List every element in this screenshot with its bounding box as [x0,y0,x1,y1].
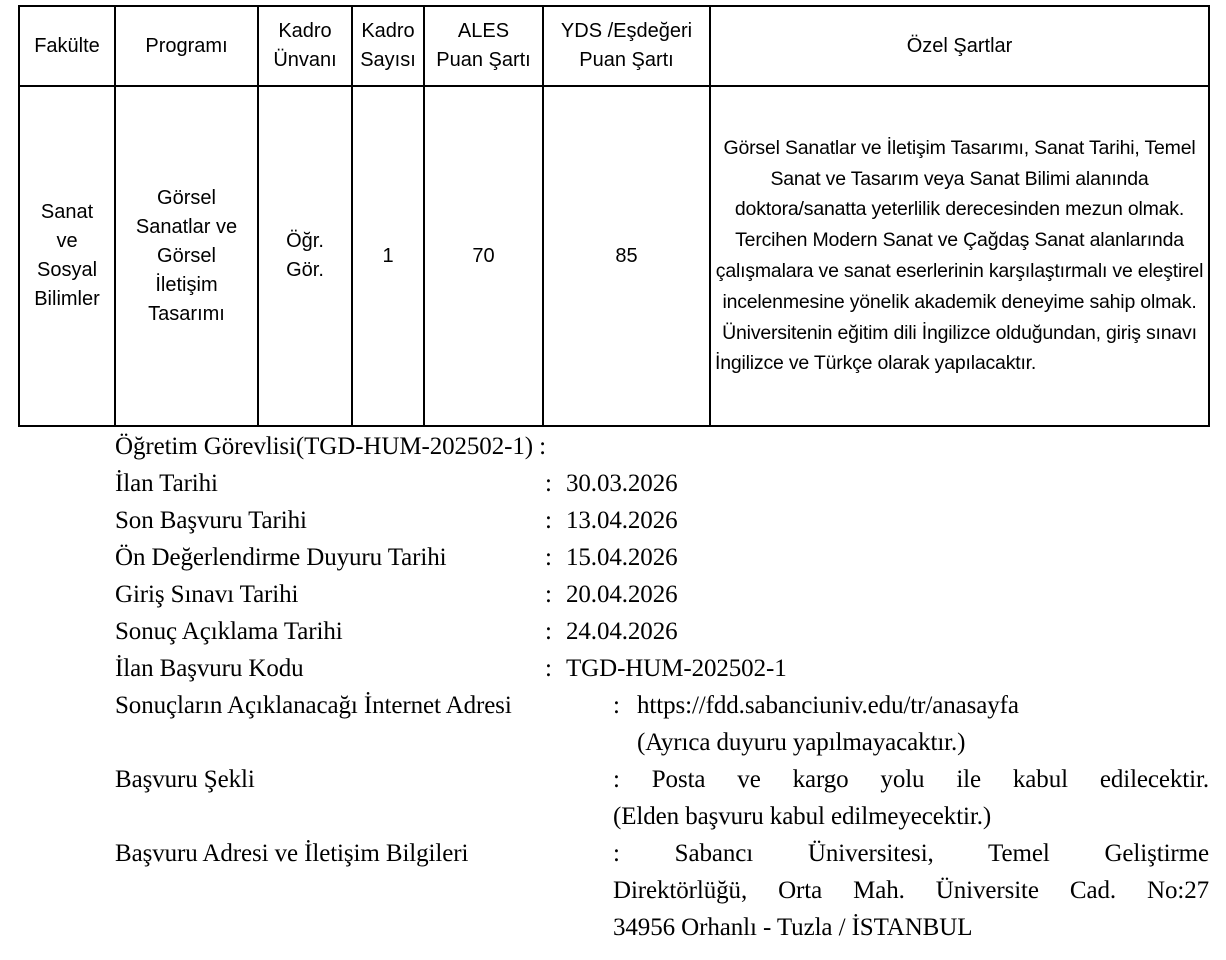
header-faculty: Fakülte [19,6,115,86]
date-row: Ön Değerlendirme Duyuru Tarihi : 15.04.2026 [115,544,678,571]
header-program: Programı [115,6,258,86]
table-header-row [19,6,1209,86]
method-note-row: (Elden başvuru kabul edilmeyecektir.) [613,803,992,830]
cell-title: Öğr. Gör. [258,86,352,426]
cell-program: Görsel Sanatlar ve Görsel İletişim Tasarımı [115,86,258,426]
date-row: Son Başvuru Tarihi : 13.04.2026 [115,507,678,534]
application-code-row: İlan Başvuru Kodu : TGD-HUM-202502-1 [115,655,787,682]
positions-table [18,5,1210,427]
date-row: Giriş Sınavı Tarihi : 20.04.2026 [115,581,678,608]
header-special-conditions: Özel Şartlar [710,6,1209,86]
method-row: Başvuru Şekli : Posta ve kargo yolu ile kabul edilecektir. [115,766,1209,793]
cell-count: 1 [352,86,424,426]
announcement-info [115,428,1210,946]
cell-yds: 85 [543,86,710,426]
header-count: Kadro Sayısı [352,6,424,86]
address-row: Direktörlüğü, Orta Mah. Üniversite Cad. No:27 [613,877,1209,904]
date-row: İlan Tarihi : 30.03.2026 [115,470,678,497]
header-yds: YDS /Eşdeğeri Puan Şartı [543,6,710,86]
header-title: Kadro Ünvanı [258,6,352,86]
cell-faculty: Sanat ve Sosyal Bilimler [19,86,115,426]
header-ales: ALES Puan Şartı [424,6,543,86]
results-website-link[interactable]: https://fdd.sabanciuniv.edu/tr/anasayfa [637,692,1019,719]
cell-ales: 70 [424,86,543,426]
website-note-row: (Ayrıca duyuru yapılmayacaktır.) [637,729,966,756]
info-heading: Öğretim Görevlisi(TGD-HUM-202502-1) : [115,433,546,460]
address-row: Başvuru Adresi ve İletişim Bilgileri : Sabancı Üniversitesi, Temel Geliştirme [115,840,1210,867]
date-row: Sonuç Açıklama Tarihi : 24.04.2026 [115,618,678,645]
cell-special-conditions: Görsel Sanatlar ve İletişim Tasarımı, Sanat Tarihi, Temel Sanat ve Tasarım veya Sanat Bilimi alanında doktora/sanatta yeterlilik derecesinden mezun olmak. Tercihen Modern Sanat ve Çağdaş Sanat alanlarında çalışmalara ve sanat eserlerinin karşılaştırmalı ve eleştirel incelenmesine yönelik akademik deneyime sahip olmak. Üniversitenin eğitim dili İngilizce olduğundan, giriş sınavı İngilizce ve Türkçe olarak yapılacaktır. [710,86,1209,426]
address-row: 34956 Orhanlı - Tuzla / İSTANBUL [613,914,973,941]
table-row [19,86,1209,426]
website-row: Sonuçların Açıklanacağı İnternet Adresi : https://fdd.sabanciuniv.edu/tr/anasayfa [115,687,1210,724]
